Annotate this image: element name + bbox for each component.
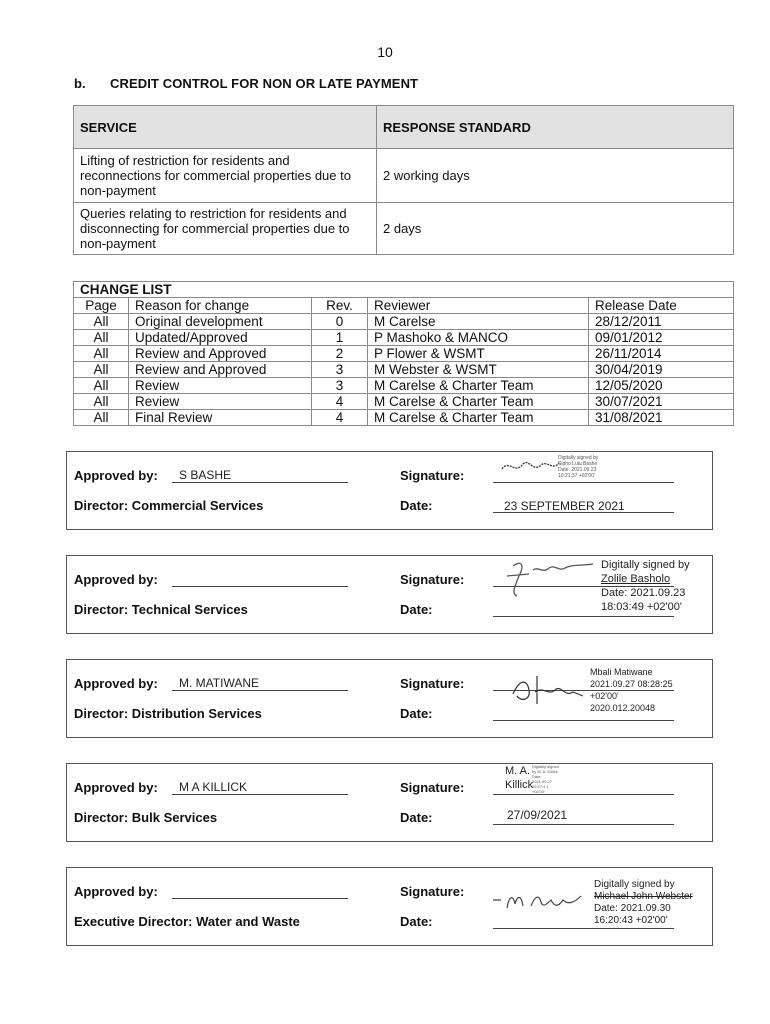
cell-release-date: 09/01/2012 — [589, 330, 734, 346]
digital-signature-note: Digitally signed by M. A. Killick Date: 2021.09.27 09:47:4 1 +02'00' — [532, 764, 559, 794]
digital-signature-note: Digitally signed by Zolile Basholo Date: 2021.09.23 18:03:49 +02'00' — [601, 559, 690, 613]
approval-box-commercial — [66, 451, 713, 530]
signature-label: Signature: — [400, 572, 465, 587]
table-row — [74, 378, 734, 394]
cell-page: All — [74, 314, 129, 330]
response-cell: 2 working days — [377, 149, 734, 203]
cell-release-date: 30/07/2021 — [589, 394, 734, 410]
signature-scribble — [507, 670, 587, 710]
service-cell: Queries relating to restriction for residents and disconnecting for commercial properties due to non-payment — [74, 203, 377, 255]
service-response-table — [73, 105, 734, 255]
digital-signature-note: Digitally signed by Michael John Webster Date: 2021.09.30 16:20:43 +02'00' — [594, 879, 693, 926]
header-reason: Reason for change — [129, 298, 312, 314]
cell-reviewer: P Flower & WSMT — [368, 346, 589, 362]
cell-rev: 4 — [312, 394, 368, 410]
section-letter: b. — [74, 76, 86, 91]
signature-name: M. A. Killick — [505, 765, 534, 791]
cell-reason: Review and Approved — [129, 362, 312, 378]
director-title: Director: Bulk Services — [74, 810, 218, 825]
service-cell: Lifting of restriction for residents and reconnections for commercial properties due to non-payment — [74, 149, 377, 203]
date-label: Date: — [400, 602, 433, 617]
approved-by-label: Approved by: — [74, 884, 158, 899]
digital-signature-note: Mbali Matiwane 2021.09.27 08:28:25 +02'00' 2020.012.20048 — [590, 667, 673, 713]
approved-by-line — [172, 572, 348, 587]
cell-page: All — [74, 378, 129, 394]
signature-scribble — [499, 556, 597, 604]
date-value: 27/09/2021 — [507, 808, 568, 822]
cell-rev: 2 — [312, 346, 368, 362]
cell-page: All — [74, 362, 129, 378]
table-row — [74, 362, 734, 378]
cell-reviewer: M Carelse & Charter Team — [368, 410, 589, 426]
cell-page: All — [74, 394, 129, 410]
table-header-row — [74, 106, 734, 149]
table-row — [74, 394, 734, 410]
response-cell: 2 days — [377, 203, 734, 255]
cell-reason: Updated/Approved — [129, 330, 312, 346]
cell-release-date: 28/12/2011 — [589, 314, 734, 330]
approval-box-distribution — [66, 659, 713, 738]
cell-reviewer: P Mashoko & MANCO — [368, 330, 589, 346]
table-row — [74, 203, 734, 255]
approved-by-line — [172, 884, 348, 899]
approved-by-label: Approved by: — [74, 676, 158, 691]
signature-label: Signature: — [400, 468, 465, 483]
signature-label: Signature: — [400, 780, 465, 795]
signature-label: Signature: — [400, 884, 465, 899]
cell-reviewer: M Webster & WSMT — [368, 362, 589, 378]
change-list-table — [73, 281, 734, 426]
approved-by-label: Approved by: — [74, 468, 158, 483]
table-row — [74, 330, 734, 346]
director-title: Executive Director: Water and Waste — [74, 914, 300, 929]
table-row — [74, 314, 734, 330]
cell-release-date: 26/11/2014 — [589, 346, 734, 362]
approved-by-label: Approved by: — [74, 572, 158, 587]
page-number: 10 — [377, 44, 393, 60]
header-rev: Rev. — [312, 298, 368, 314]
header-reviewer: Reviewer — [368, 298, 589, 314]
header-page: Page — [74, 298, 129, 314]
approval-box-water-waste — [66, 867, 713, 946]
director-title: Director: Commercial Services — [74, 498, 264, 513]
cell-release-date: 31/08/2021 — [589, 410, 734, 426]
cell-reason: Review — [129, 394, 312, 410]
cell-page: All — [74, 330, 129, 346]
service-header: SERVICE — [74, 106, 377, 149]
date-label: Date: — [400, 810, 433, 825]
date-line — [493, 602, 674, 617]
table-row — [74, 346, 734, 362]
director-title: Director: Distribution Services — [74, 706, 262, 721]
date-line — [493, 914, 674, 929]
cell-rev: 3 — [312, 378, 368, 394]
approval-box-bulk — [66, 763, 713, 842]
header-release-date: Release Date — [589, 298, 734, 314]
signature-scribble — [491, 882, 583, 916]
date-label: Date: — [400, 914, 433, 929]
response-header: RESPONSE STANDARD — [377, 106, 734, 149]
cell-reason: Review and Approved — [129, 346, 312, 362]
approval-box-technical — [66, 555, 713, 634]
date-label: Date: — [400, 498, 433, 513]
change-list-header-row — [74, 298, 734, 314]
director-title: Director: Technical Services — [74, 602, 248, 617]
cell-page: All — [74, 346, 129, 362]
approved-by-label: Approved by: — [74, 780, 158, 795]
cell-rev: 1 — [312, 330, 368, 346]
date-line — [493, 706, 674, 721]
section-title: CREDIT CONTROL FOR NON OR LATE PAYMENT — [110, 76, 419, 91]
cell-rev: 4 — [312, 410, 368, 426]
digital-signature-note: Digitally signed by Sipho Lulu Bashe Date: 2021.09.23 10:21:37 +02'00' — [558, 455, 599, 479]
cell-rev: 3 — [312, 362, 368, 378]
cell-release-date: 12/05/2020 — [589, 378, 734, 394]
date-label: Date: — [400, 706, 433, 721]
signature-scribble — [499, 455, 561, 477]
approved-by-value: S BASHE — [179, 468, 232, 482]
cell-reason: Final Review — [129, 410, 312, 426]
cell-release-date: 30/04/2019 — [589, 362, 734, 378]
change-list-title: CHANGE LIST — [74, 282, 734, 298]
cell-rev: 0 — [312, 314, 368, 330]
approved-by-value: M A KILLICK — [179, 780, 248, 794]
cell-reason: Original development — [129, 314, 312, 330]
cell-reviewer: M Carelse & Charter Team — [368, 394, 589, 410]
cell-reason: Review — [129, 378, 312, 394]
approved-by-value: M. MATIWANE — [179, 676, 259, 690]
change-list-title-row — [74, 282, 734, 298]
table-row — [74, 149, 734, 203]
cell-reviewer: M Carelse — [368, 314, 589, 330]
date-value: 23 SEPTEMBER 2021 — [504, 499, 625, 513]
table-row — [74, 410, 734, 426]
cell-reviewer: M Carelse & Charter Team — [368, 378, 589, 394]
signature-label: Signature: — [400, 676, 465, 691]
cell-page: All — [74, 410, 129, 426]
